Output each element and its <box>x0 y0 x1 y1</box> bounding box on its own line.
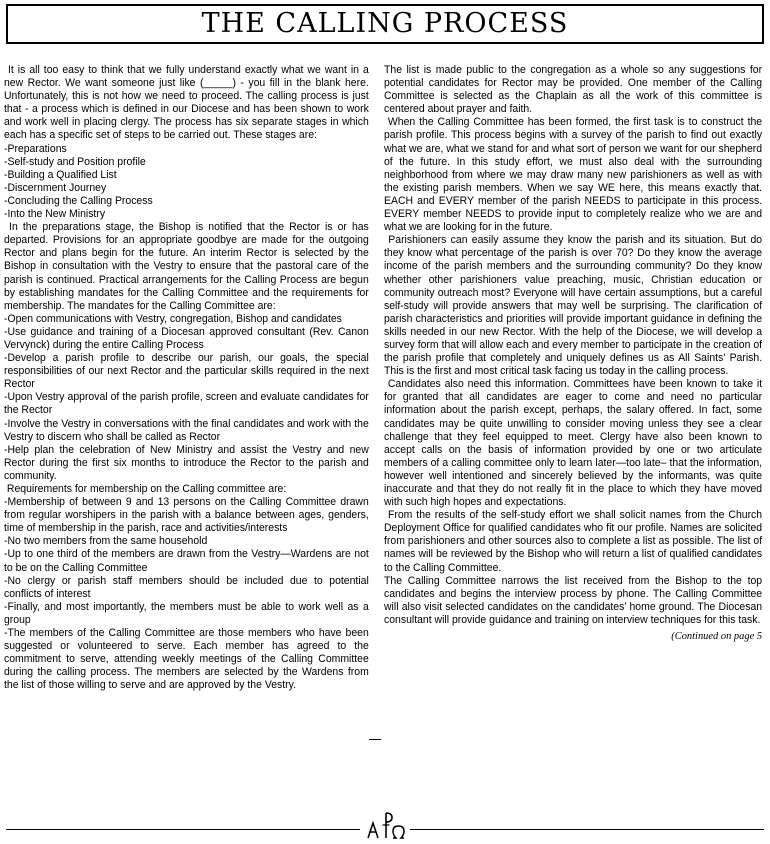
list-item: -The members of the Calling Committee are those members who have been suggested or volunteered to serve. Each member has agreed to the commitment to serve, attending weekly meetings of the Calling Committee during the calling process. The members are selected by the Wardens from the list of those willing to serve and are approved by the Vestry. <box>4 627 369 692</box>
paragraph: The Calling Committee narrows the list received from the Bishop to the top candidates and begins the interview process by phone. The Calling Committee will also visit selected candidates on the candidates’ home ground. The Diocesan consultant will provide guidance and training on interview techniques for this task. <box>384 574 763 626</box>
paragraph: In the preparations stage, the Bishop is notified that the Rector is or has departed. Provisions for an appropriate goodbye are made for the outgoing Rector and plans begin for the future. An interim Rector is selected by the Bishop in consultation with the Vestry to ensure that the pastoral care of the parish is continued. Practical arrangements for the Calling Process are begun by establishing mandates for the Calling Committee and the requirements for membership. The mandates for the Calling Committee are: <box>4 221 369 312</box>
list-item: -Membership of between 9 and 13 persons on the Calling Committee drawn from regular worshipers in the parish with a balance between ages, genders, time of membership in the parish, race and activities/interests <box>4 496 369 535</box>
list-item: -Open communications with Vestry, congregation, Bishop and candidates <box>4 312 342 325</box>
list-item: -Into the New Ministry <box>4 208 106 221</box>
paragraph: The list is made public to the congregation as a whole so any suggestions for potential candidates for Rector may be provided. One member of the Calling Committee is selected as the Chaplain as all the work of this committee is centered about prayer and faith. <box>384 64 763 116</box>
column-divider-mark <box>369 739 381 740</box>
list-item: -Develop a parish profile to describe our parish, our goals, the special responsibilities of our next Rector and the particular skills required in the next Rector <box>4 352 369 391</box>
footer-rule-left <box>6 829 360 830</box>
list-item: -Involve the Vestry in conversations with the final candidates and work with the Vestry to discern who shall be called as Rector <box>4 417 369 443</box>
list-item: -Finally, and most importantly, the members must be able to work well as a group <box>4 600 369 626</box>
right-column <box>384 64 762 643</box>
alpha-omega-chi-rho-icon <box>364 808 408 840</box>
list-item: -Self-study and Position profile <box>4 155 146 168</box>
list-item: -Concluding the Calling Process <box>4 194 153 207</box>
list-item: -No clergy or parish staff members should be included due to potential conflicts of interest <box>4 574 369 600</box>
page-title: THE CALLING PROCESS <box>201 8 569 39</box>
list-item: -Preparations <box>4 142 67 155</box>
title-banner <box>6 4 764 44</box>
list-item: -Discernment Journey <box>4 181 107 194</box>
paragraph: Requirements for membership on the Calling committee are: <box>4 483 287 495</box>
continued-note: (Continued on page 5 <box>671 630 763 643</box>
list-item: -Help plan the celebration of New Ministry and assist the Vestry and new Rector during the first six months to introduce the Rector to the parish and community. <box>4 443 369 482</box>
paragraph: It is all too easy to think that we fully understand exactly what we want in a new Rector. We want someone just like (_____) - you fill in the blank here. Unfortunately, this is not how we need to proceed. The calling process is just that - a process which is defined in our Diocese and has been shown to work and work well in placing clergy. The process has six separate stages in which each has a specific set of steps to be carried out. These stages are: <box>4 64 369 142</box>
list-item: -No two members from the same household <box>4 535 208 548</box>
paragraph: From the results of the self-study effort we shall solicit names from the Church Deployment Office for qualified candidates who fit our profile. Names are solicited from parishioners and other sources also to complete a list as possible. The list of names will be reviewed by the Bishop who will return a list of qualified candidates to the Calling Committee. <box>384 509 763 574</box>
left-column <box>4 64 369 693</box>
paragraph: When the Calling Committee has been formed, the first task is to construct the parish profile. This process begins with a survey of the parish to find out exactly what we are, what we stand for and what sort of person we want for our shepherd of the future. In this study effort, we must also deal with the surrounding neighborhood from where we may draw many new parishioners as well as with the existing parish members. When we say WE here, this means exactly that. EACH and EVERY member of the parish NEEDS to participate in this process. EVERY member NEEDS to provide input to completely realize who we are and what we are looking for in the future. <box>384 116 763 234</box>
list-item: -Upon Vestry approval of the parish profile, screen and evaluate candidates for the Rector <box>4 391 369 417</box>
list-item: -Building a Qualified List <box>4 168 117 181</box>
list-item: -Use guidance and training of a Diocesan approved consultant (Rev. Canon Vervynck) during the entire Calling Process <box>4 325 369 351</box>
list-item: -Up to one third of the members are drawn from the Vestry—Wardens are not to be on the Calling Committee <box>4 548 369 574</box>
paragraph: Candidates also need this information. Committees have been known to take it for granted that all candidates are eager to come and need no particular information about the parish except, perhaps, the salary offered. In fact, some candidates may be quite unwilling to consider moving unless they see a clear challenge that they feel equipped to meet. Clergy have also been known to accept calls on the basis of information provided by one or two articulate members of a calling committee only to learn later—too late– that the information, however well intentioned and sincerely believed by the informants, was quite inaccurate and that they do not really fit in the place to which they have moved with such high hopes and expectations. <box>384 378 763 509</box>
footer-rule-right <box>410 829 764 830</box>
paragraph: Parishioners can easily assume they know the parish and its situation. But do they know what percentage of the parish is over 70? Do they know the average income of the parish members and the surrounding community? Do they know whether other parishioners value preaching, music, Christian education or community outreach most? Everyone will have certain assumptions, but a careful self-study will provide answers that may well be surprising. The clarification of parish characteristics and priorities will provide important guidance in defining the skills needed in our new Rector. With the help of the Diocese, we will develop a survey form that will allow each and every member to participate in the creation of the parish profile that completely and uniquely defines us as All Saints’ Parish. This is the first and most critical task facing us today in the calling process. <box>384 234 763 378</box>
